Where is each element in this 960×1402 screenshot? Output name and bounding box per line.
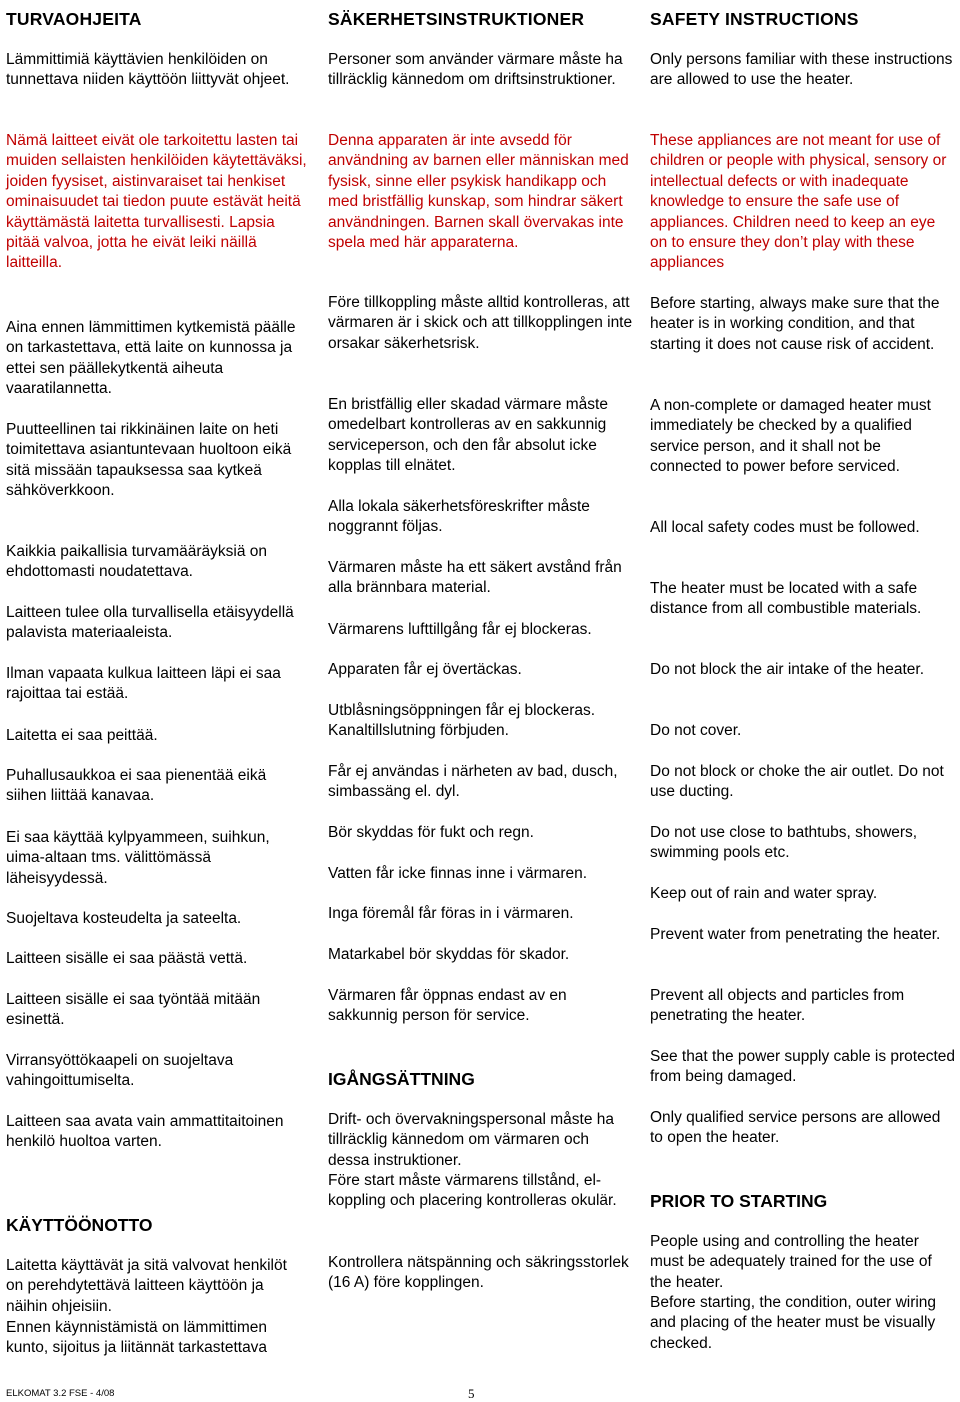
paragraph: Prevent water from penetrating the heater.: [650, 926, 941, 943]
paragraph: Utblåsningsöppningen får ej blockeras. Kanaltillslutning förbjuden.: [328, 702, 596, 740]
paragraph: Do not block or choke the air outlet. Do not use ducting.: [650, 763, 944, 801]
page-number: 5: [468, 1386, 475, 1401]
paragraph: Bör skyddas för fukt och regn.: [328, 824, 534, 841]
warning-paragraph: These appliances are not meant for use of children or people with physical, sensory or intellectual defects or with inadequate knowledge to ensure the safe use of appliances. Children need to keep an eye on to ensure they don’t play with these appliances: [650, 132, 947, 272]
paragraph: Lämmittimiä käyttävien henkilöiden on tunnettava niiden käyttöön liittyvät ohjeet.: [6, 51, 290, 89]
paragraph: Laitteen saa avata vain ammattitaitoinen henkilö huoltoa varten.: [6, 1113, 284, 1151]
paragraph: A non-complete or damaged heater must immediately be checked by a qualified service person, and it shall not be connected to power before serviced.: [650, 397, 931, 476]
paragraph: Värmaren får öppnas endast av en sakkunnig person för service.: [328, 987, 567, 1025]
footer-document-id: ELKOMAT 3.2 FSE - 4/08: [6, 1388, 115, 1399]
paragraph: Drift- och övervakningspersonal måste ha tillräcklig kännedom om värmaren och dessa instruktioner.: [328, 1111, 615, 1169]
paragraph: Apparaten får ej övertäckas.: [328, 661, 522, 678]
paragraph: All local safety codes must be followed.: [650, 519, 920, 536]
paragraph: Do not use close to bathtubs, showers, swimming pools etc.: [650, 824, 918, 862]
column-finnish: [6, 0, 308, 1390]
column-swedish: [328, 0, 634, 1390]
paragraph: Får ej användas i närheten av bad, dusch, simbassäng el. dyl.: [328, 763, 618, 801]
paragraph: Before starting, the condition, outer wiring and placing of the heater must be visually checked.: [650, 1294, 937, 1352]
section-heading: SÄKERHETSINSTRUKTIONER: [328, 9, 585, 29]
paragraph: Laitteen tulee olla turvallisella etäisyydellä palavista materiaaleista.: [6, 604, 294, 642]
section-subheading: KÄYTTÖÖNOTTO: [6, 1215, 153, 1235]
paragraph: Värmarens lufttillgång får ej blockeras.: [328, 621, 592, 638]
column-english: [650, 0, 956, 1390]
paragraph: Personer som använder värmare måste ha tillräcklig kännedom om driftsinstruktioner.: [328, 51, 623, 89]
section-heading: TURVAOHJEITA: [6, 9, 142, 29]
paragraph: Ennen käynnistämistä on lämmittimen kunto, sijoitus ja liitännät tarkastettava: [6, 1319, 268, 1357]
paragraph: Puutteellinen tai rikkinäinen laite on heti toimitettava asiantuntevaan huoltoon eikä sitä missään tapauksessa saa kytkeä sähköverkkoon.: [6, 421, 292, 500]
warning-paragraph: Denna apparaten är inte avsedd för användning av barnen eller människan med fysisk, sinne eller psykisk handikapp och med bristfällig kunskap, som hindrar säkert användningen. Barnen skall övervakas inte spela med här apparaterna.: [328, 132, 629, 252]
paragraph: En bristfällig eller skadad värmare måste omedelbart kontrolleras av en sakkunnig serviceperson, och den får absolut icke kopplas till elnätet.: [328, 396, 608, 475]
paragraph: Ei saa käyttää kylpyammeen, suihkun, uima-altaan tms. välittömässä läheisyydessä.: [6, 829, 270, 887]
paragraph: Prevent all objects and particles from penetrating the heater.: [650, 987, 905, 1025]
paragraph: Aina ennen lämmittimen kytkemistä päälle on tarkastettava, että laite on kunnossa ja ettei sen päällekytkentä aiheuta vaaratilannetta.: [6, 319, 296, 398]
paragraph: Before starting, always make sure that the heater is in working condition, and that starting it does not cause risk of accident.: [650, 295, 940, 353]
paragraph: People using and controlling the heater must be adequately trained for the use of the heater.: [650, 1233, 932, 1291]
paragraph: Only persons familiar with these instructions are allowed to use the heater.: [650, 51, 953, 89]
paragraph: Virransyöttökaapeli on suojeltava vahingoittumiselta.: [6, 1052, 234, 1090]
paragraph: Do not block the air intake of the heater.: [650, 661, 925, 678]
paragraph: Före start måste värmarens tillstånd, el-koppling och placering kontrolleras okulär.: [328, 1172, 617, 1210]
paragraph: Laitetta ei saa peittää.: [6, 727, 158, 744]
paragraph: Ilman vapaata kulkua laitteen läpi ei saa rajoittaa tai estää.: [6, 665, 281, 703]
paragraph: Vatten får icke finnas inne i värmaren.: [328, 865, 588, 882]
paragraph: Only qualified service persons are allowed to open the heater.: [650, 1109, 941, 1147]
paragraph: Puhallusaukkoa ei saa pienentää eikä siihen liittää kanavaa.: [6, 767, 267, 805]
paragraph: Laitteen sisälle ei saa päästä vettä.: [6, 950, 248, 967]
section-subheading: PRIOR TO STARTING: [650, 1191, 828, 1211]
paragraph: See that the power supply cable is protected from being damaged.: [650, 1048, 956, 1086]
paragraph: Suojeltava kosteudelta ja sateelta.: [6, 910, 242, 927]
paragraph: Matarkabel bör skyddas för skador.: [328, 946, 570, 963]
paragraph: Do not cover.: [650, 722, 742, 739]
paragraph: Laitetta käyttävät ja sitä valvovat henkilöt on perehdytettävä laitteen käyttöön ja näihin ohjeisiin.: [6, 1257, 287, 1315]
paragraph: Inga föremål får föras in i värmaren.: [328, 905, 574, 922]
paragraph: Kaikkia paikallisia turvamääräyksiä on ehdottomasti noudatettava.: [6, 543, 268, 581]
paragraph: Keep out of rain and water spray.: [650, 885, 878, 902]
paragraph: Kontrollera nätspänning och säkringsstorlek (16 A) före kopplingen.: [328, 1254, 629, 1292]
section-heading: SAFETY INSTRUCTIONS: [650, 9, 859, 29]
section-subheading: IGÅNGSÄTTNING: [328, 1069, 475, 1089]
paragraph: Laitteen sisälle ei saa työntää mitään esinettä.: [6, 991, 261, 1029]
paragraph: Värmaren måste ha ett säkert avstånd från alla brännbara material.: [328, 559, 622, 597]
paragraph: Alla lokala säkerhetsföreskrifter måste noggrannt följas.: [328, 498, 590, 536]
paragraph: Före tillkoppling måste alltid kontrolleras, att värmaren är i skick och att tillkopplingen inte orsakar säkerhetsrisk.: [328, 294, 633, 352]
warning-paragraph: Nämä laitteet eivät ole tarkoitettu lasten tai muiden sellaisten henkilöiden käytettäväksi, joiden fyysiset, aistinvaraiset tai henkiset ominaisuudet tai tiedon puute estävät heitä käyttämästä laitetta turvallisesti. Lapsia pitää valvoa, jotta he eivät leiki näillä laitteilla.: [6, 132, 307, 272]
paragraph: The heater must be located with a safe distance from all combustible materials.: [650, 580, 922, 618]
